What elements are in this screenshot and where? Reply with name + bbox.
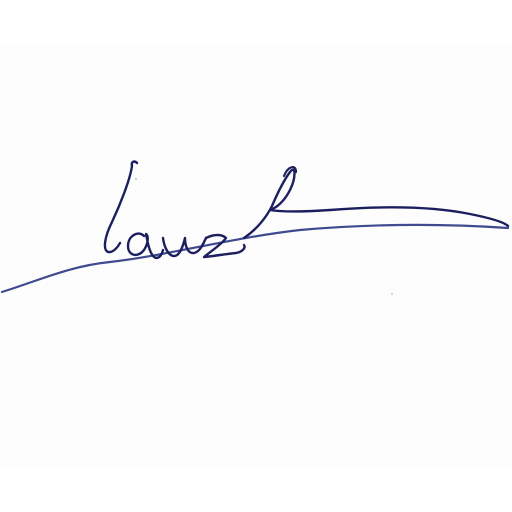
signature-underline-stroke xyxy=(2,225,508,292)
signature-first-letter-stroke xyxy=(105,162,137,253)
paper-speck xyxy=(135,178,137,180)
paper-speck xyxy=(391,293,393,295)
signature-z-stroke xyxy=(204,235,245,257)
signature-final-stroke xyxy=(244,170,508,238)
